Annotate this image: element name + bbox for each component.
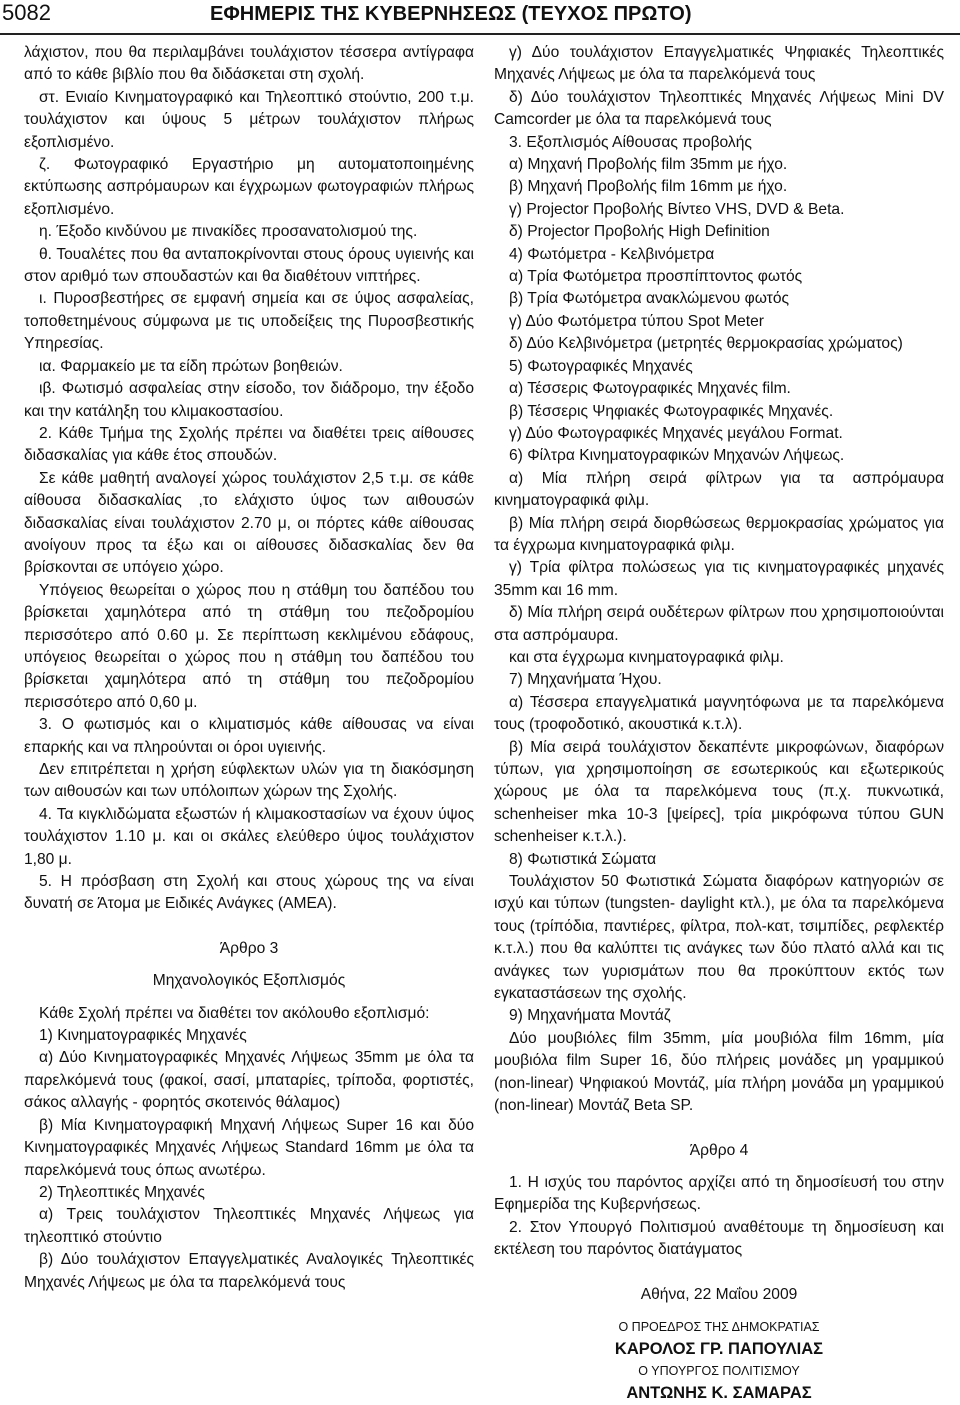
paragraph: β) Τρία Φωτόμετρα ανακλώμενου φωτός: [509, 290, 790, 308]
paragraph: α) Τέσσερις Φωτογραφικές Μηχανές film.: [509, 380, 791, 398]
paragraph: δ) Δύο Κελβινόμετρα (μετρητές θερμοκρασίας χρώματος): [509, 335, 903, 353]
paragraph: 2. Στον Υπουργό Πολιτισμού αναθέτουμε τη δημοσίευση και εκτέλεση του παρόντος διατάγματος: [494, 1218, 944, 1259]
right-column: [494, 42, 944, 1405]
paragraph: α) Μηχανή Προβολής film 35mm με ήχο.: [509, 156, 788, 174]
president-name: ΚΑΡΟΛΟΣ ΓΡ. ΠΑΠΟΥΛΙΑΣ: [614, 1339, 824, 1358]
paragraph: 3. Εξοπλισμός Αίθουσας προβολής: [509, 133, 752, 151]
paragraph: Δύο μουβιόλες film 35mm, μία μουβιόλα film 16mm, μία μουβιόλα film Super 16, δύο πλήρεις μονάδες μη γραμμικού (non-linear) Ψηφιακού Μοντάζ, μία πλήρη μονάδα μη γραμμικού (non-linear) Μοντάζ Beta SP.: [494, 1029, 944, 1115]
paragraph: β) Δύο τουλάχιστον Επαγγελματικές Αναλογικές Τηλεοπτικές Μηχανές Λήψεως με όλα τα παρελκόμενά τους: [24, 1251, 474, 1291]
paragraph: 6) Φίλτρα Κινηματογραφικών Μηχανών Λήψεως.: [509, 447, 845, 465]
paragraph: η. Έξοδο κινδύνου με πινακίδες προσανατολισμού της.: [39, 223, 418, 241]
paragraph: 9) Μηχανήματα Μοντάζ: [509, 1007, 671, 1025]
paragraph: 1. Η ισχύς του παρόντος αρχίζει από τη δημοσίευσή του στην Εφημερίδα της Κυβερνήσεως.: [494, 1173, 944, 1214]
paragraph: 4) Φωτόμετρα - Κελβινόμετρα: [509, 245, 715, 263]
president-title: Ο ΠΡΟΕΔΡΟΣ ΤΗΣ ΔΗΜΟΚΡΑΤΙΑΣ: [618, 1319, 820, 1334]
page-header: [0, 0, 960, 37]
paragraph: β) Μία σειρά τουλάχιστον δεκαπέντε μικροφώνων, διαφόρων τύπων, για χρησιμοποίηση σε εσωτερικούς και εξωτερικούς χώρους με όλα τα παρελκόμενα τους (π.χ. πυκνωτικά, schenheiser mka 10-3 [ψείρες], τρία μικρόφωνα τύπου GUN schenheiser κ.τ.λ.).: [494, 738, 944, 846]
paragraph: 1) Κινηματογραφικές Μηχανές: [39, 1027, 247, 1045]
left-column: [24, 42, 474, 1294]
paragraph: Δεν επιτρέπεται η χρήση εύφλεκτων υλών για τη διακόσμηση των αιθουσών και των υπόλοιπων χώρων της Σχολής.: [24, 761, 474, 801]
article-4-heading: Άρθρο 4: [689, 1141, 749, 1159]
gazette-title: ΕΦΗΜΕΡΙΣ ΤΗΣ ΚΥΒΕΡΝΗΣΕΩΣ (ΤΕΥΧΟΣ ΠΡΩΤΟ): [210, 3, 692, 25]
paragraph: α) Δύο Κινηματογραφικές Μηχανές Λήψεως 35mm με όλα τα παρελκόμενά τους (φακοί, σασί, μπαταρίες, τρίποδα, φορτιστές, σάκος αλλαγής - φορητός σκοτεινός θάλαμος): [24, 1049, 474, 1112]
header-rule: [0, 33, 960, 35]
minister-name: ΑΝΤΩΝΗΣ Κ. ΣΑΜΑΡΑΣ: [626, 1384, 812, 1403]
paragraph: δ) Δύο τουλάχιστον Τηλεοπτικές Μηχανές Λήψεως Mini DV Camcorder με όλα τα παρελκόμενά τους: [494, 88, 944, 129]
paragraph: Υπόγειος θεωρείται ο χώρος που η στάθμη του δαπέδου του βρίσκεται χαμηλότερα από τη στάθμη του πεζοδρομίου περισσότερο από 0.60 μ. Σε περίπτωση κεκλιμένου εδάφους, υπόγειος θεωρείται ο χώρος που η στάθμη του δαπέδου του βρίσκεται χαμηλότερα από τη στάθμη του πεζοδρομίου περισσότερο από 0,60 μ.: [24, 581, 474, 711]
paragraph: 2) Τηλεοπτικές Μηχανές: [39, 1183, 205, 1201]
paragraph: 5. Η πρόσβαση στη Σχολή και στους χώρους της να είναι δυνατή σε Άτομα με Ειδικές Ανάγκες (ΑΜΕΑ).: [24, 873, 474, 913]
paragraph: 3. Ο φωτισμός και ο κλιματισμός κάθε αίθουσας να είναι επαρκής και να πληρούνται οι όροι υγιεινής.: [24, 716, 474, 756]
paragraph: Κάθε Σχολή πρέπει να διαθέτει τον ακόλουθο εξοπλισμό:: [39, 1004, 430, 1022]
minister-title: Ο ΥΠΟΥΡΓΟΣ ΠΟΛΙΤΙΣΜΟΥ: [638, 1364, 800, 1379]
place-date: Αθήνα, 22 Μαΐου 2009: [640, 1285, 798, 1303]
paragraph: ια. Φαρμακείο με τα είδη πρώτων βοηθειών.: [39, 357, 343, 375]
article-3-subheading: Μηχανολογικός Εξοπλισμός: [152, 972, 346, 990]
paragraph: α) Τρεις τουλάχιστον Τηλεοπτικές Μηχανές Λήψεως για τηλεοπτικό στούντιο: [24, 1206, 474, 1246]
paragraph: δ) Projector Προβολής High Definition: [509, 223, 770, 241]
paragraph: β) Μηχανή Προβολής film 16mm με ήχο.: [509, 178, 788, 196]
paragraph: β) Μία Κινηματογραφική Μηχανή Λήψεως Super 16 και δύο Κινηματογραφικές Μηχανές Λήψεως Standard 16mm με όλα τα παρελκόμενά τους όπως ανωτέρω.: [24, 1116, 474, 1179]
paragraph: 7) Μηχανήματα Ήχου.: [509, 671, 662, 689]
paragraph: Σε κάθε μαθητή αναλογεί χώρος τουλάχιστον 2,5 τ.μ. σε κάθε αίθουσα διδασκαλίας ,το ελάχιστο ύψος των αιθουσών διδασκαλίας είναι τουλάχιστον 2.70 μ, οι πόρτες κάθε αίθουσας ανοίγουν προς τα έξω και οι αίθουσες διδασκαλίας δεν θα βρίσκονται σε υπόγειο χώρο.: [24, 469, 474, 577]
paragraph: 5) Φωτογραφικές Μηχανές: [509, 357, 693, 375]
paragraph: και στα έγχρωμα κινηματογραφικά φιλμ.: [509, 648, 784, 666]
paragraph: γ) Projector Προβολής Βίντεο VHS, DVD & Beta.: [509, 200, 845, 218]
paragraph: γ) Δύο Φωτόμετρα τύπου Spot Meter: [509, 312, 764, 330]
page-number: 5082: [2, 0, 51, 25]
paragraph: ιβ. Φωτισμό ασφαλείας στην είσοδο, τον διάδρομο, την έξοδο και την κατάληξη του κλιμακοστασίου.: [24, 380, 474, 420]
paragraph: θ. Τουαλέτες που θα ανταποκρίνονται στους όρους υγιεινής και στον αριθμό των σπουδαστών και θα διαθέτουν νιπτήρες.: [24, 245, 474, 286]
paragraph: λάχιστον, που θα περιλαμβάνει τουλάχιστον τέσσερα αντίγραφα από το κάθε βιβλίο που θα διδάσκεται στη σχολή.: [24, 44, 474, 84]
paragraph: γ) Τρία φίλτρα πολώσεως για τις κινηματογραφικές μηχανές 35mm και 16 mm.: [494, 559, 944, 599]
paragraph: 8) Φωτιστικά Σώματα: [509, 850, 657, 868]
paragraph: β) Τέσσερις Ψηφιακές Φωτογραφικές Μηχανές.: [509, 402, 834, 420]
paragraph: ι. Πυροσβεστήρες σε εμφανή σημεία και σε ύψος ασφαλείας, τοποθετημένους σύμφωνα με τις υποδείξεις της Πυροσβεστικής Υπηρεσίας.: [24, 290, 474, 353]
paragraph: δ) Μία πλήρη σειρά ουδέτερων φίλτρων που χρησιμοποιούνται στα ασπρόμαυρα.: [494, 604, 944, 644]
paragraph: 2. Κάθε Τμήμα της Σχολής πρέπει να διαθέτει τρεις αίθουσες διδασκαλίας για κάθε έτος σπουδών.: [24, 424, 474, 465]
paragraph: 4. Τα κιγκλιδώματα εξωστών ή κλιμακοστασίων να έχουν ύψος τουλάχιστον 1.10 μ. και οι σκάλες ελεύθερο ύψος τουλάχιστον 1,80 μ.: [24, 805, 474, 868]
article-3-heading: Άρθρο 3: [219, 939, 279, 957]
paragraph: γ) Δύο Φωτογραφικές Μηχανές μεγάλου Format.: [509, 424, 843, 442]
paragraph: Τουλάχιστον 50 Φωτιστικά Σώματα διαφόρων κατηγοριών σε ισχύ και τύπων (tungsten- daylight κτλ.), με όλα τα παρελκόμενα τους (τρίπόδια, παντιέρες, φίλτρα, πολ-κατ, τσιμπίδες, ρεφλεκτέρ κ.τ.λ.) που θα καλύπτει τις ανάγκες των δύο πλατό αλλά και τις ανάγκες των γυρισμάτων που θα προκύπτουν εκτός των εγκαταστάσεων της σχολής.: [494, 873, 944, 1003]
paragraph: β) Μία πλήρη σειρά διορθώσεως θερμοκρασίας χρώματος για τα έγχρωμα κινηματογραφικά φιλμ.: [494, 514, 944, 554]
paragraph: στ. Ενιαίο Κινηματογραφικό και Τηλεοπτικό στούντιο, 200 τ.μ. τουλάχιστον και ύψους 5 μέτρων τουλάχιστον πλήρως εξοπλισμένο.: [24, 88, 474, 151]
paragraph: α) Τέσσερα επαγγελματικά μαγνητόφωνα με τα παρελκόμενα τους (τροφοδοτικό, ακουστικά κ.τ.λ).: [494, 693, 944, 734]
paragraph: α) Τρία Φωτόμετρα προσπίπτοντος φωτός: [509, 268, 803, 286]
paragraph: γ) Δύο τουλάχιστον Επαγγελματικές Ψηφιακές Τηλεοπτικές Μηχανές Λήψεως με όλα τα παρελκόμενά τους: [494, 44, 944, 84]
paragraph: α) Μία πλήρη σειρά φίλτρων για τα ασπρόμαυρα κινηματογραφικά φιλμ.: [494, 469, 944, 510]
paragraph: ζ. Φωτογραφικό Εργαστήριο μη αυτοματοποιημένης εκτύπωσης ασπρόμαυρων και έγχρωμων φωτογραφιών πλήρως εξοπλισμένο.: [24, 156, 474, 218]
